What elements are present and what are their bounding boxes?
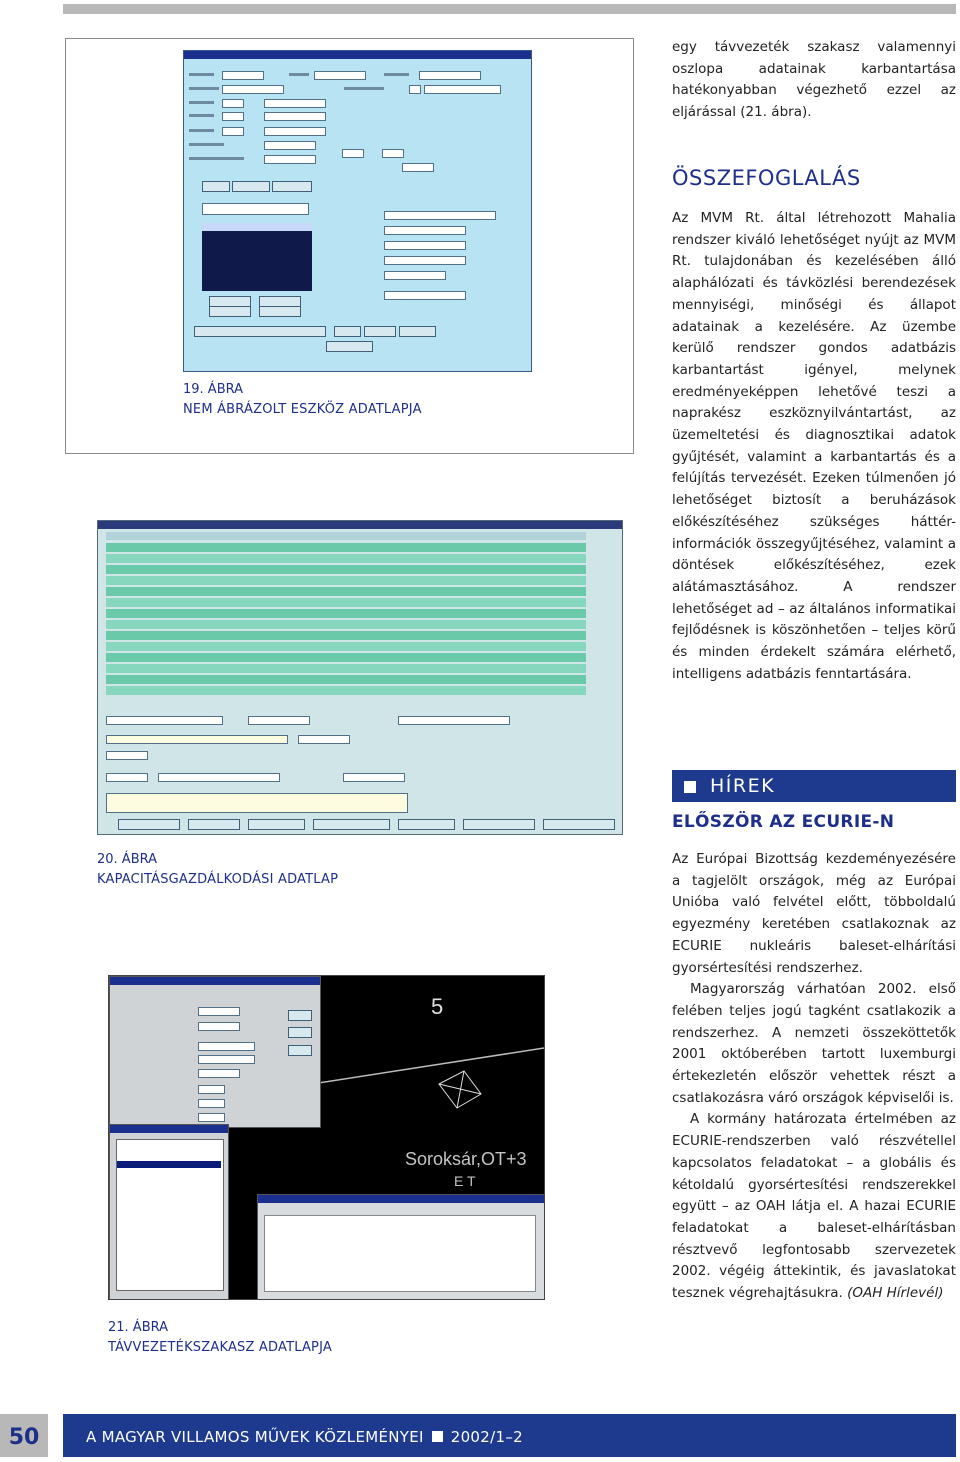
figure-19-screenshot — [183, 50, 532, 372]
journal-issue: 2002/1–2 — [450, 1428, 523, 1446]
news-paragraph-3 — [672, 1109, 956, 1304]
intro-paragraph — [672, 37, 956, 124]
figure-20-title: KAPACITÁSGAZDÁLKODÁSI ADATLAP — [97, 872, 339, 887]
figure-21-caption — [108, 1318, 332, 1358]
map-number-label: 5 — [431, 994, 444, 1019]
figure-21-screenshot — [108, 975, 545, 1300]
news-body — [672, 849, 956, 1305]
summary-text: Az MVM Rt. által létrehozott Mahalia rendszer kiváló lehetőséget nyújt az MVM Rt. tulajdonában és kezelésében álló alaphálózati és távközlési berendezések mennyiségi, minőségi és állapot adatainak a kezelésére. Az üzembe kerülő rendszer gondos adatbázis karbantartást igényel, melynek eredményeképpen lehetővé teszi a naprakész eszköznyilvántartást, az üzemeltetési és diagnosztikai adatok gyűjtését, valamint a karbantartás és a felújítás tervezését. Ezeken túlmenően jó lehetőséget biztosít a beruházások előkészítéséhez szükséges háttér-információk összegyűjtéséhez, valamint a döntések előkészítéséhez, ezek alátámasztásához. A rendszer lehetőséget ad – az általános informatikai fejlődésnek is köszönhetően – teljes körű és minden érdekelt számára elérhető, intelligens adatbázis fenntartására. — [672, 210, 956, 682]
figure-20-screenshot — [97, 520, 623, 835]
news-paragraph-1: Az Európai Bizottság kezdeményezésére a tagjelölt országok, még az Európai Unióba való felvétel előtt, többoldalú egyezmény keretében csatlakoznak az ECURIE nukleáris baleset-elhárítási gyorsértesítési rendszerhez. — [672, 851, 956, 976]
figure-21-number: 21. ÁBRA — [108, 1320, 169, 1335]
square-separator-icon — [432, 1431, 443, 1442]
news-banner-label: HÍREK — [710, 775, 776, 797]
summary-heading: ÖSSZEFOGLALÁS — [672, 166, 861, 190]
news-banner — [672, 770, 956, 802]
top-rule — [63, 4, 956, 14]
figure-19-title: NEM ÁBRÁZOLT ESZKÖZ ADATLAPJA — [183, 402, 422, 417]
summary-paragraph — [672, 208, 956, 685]
window-titlebar — [98, 521, 622, 529]
news-source: (OAH Hírlevél) — [847, 1285, 944, 1302]
figure-20-caption — [97, 850, 338, 890]
footer-text — [86, 1428, 523, 1446]
intro-text: egy távvezeték szakasz valamennyi oszlopa adatainak karbantartása hatékonyabban végezhető ezzel az eljárással (21. ábra). — [672, 39, 956, 121]
news-heading: ELŐSZÖR AZ ECURIE-N — [672, 812, 895, 832]
map-code-label: E T — [454, 1173, 476, 1189]
page-number: 50 — [0, 1414, 48, 1457]
window-titlebar — [184, 51, 531, 59]
square-bullet-icon — [684, 781, 696, 793]
journal-title: A MAGYAR VILLAMOS MŰVEK KÖZLEMÉNYEI — [86, 1428, 424, 1446]
figure-19-number: 19. ÁBRA — [183, 382, 244, 397]
map-location-label: Soroksár,OT+3 — [405, 1149, 527, 1169]
figure-21-title: TÁVVEZETÉKSZAKASZ ADATLAPJA — [108, 1340, 332, 1355]
news-paragraph-2: Magyarország várhatóan 2002. első felében teljes jogú tagként csatlakozik a rendszerhez. A nemzeti összeköttetők 2001 októberében tartott luxemburgi értekezletén először vehettek részt a csatlakozásra váró országok képviselői is. — [672, 981, 956, 1106]
figure-20-number: 20. ÁBRA — [97, 852, 158, 867]
news-paragraph-3-text: A kormány határozata értelmében az ECURIE-rendszerben való részvétellel kapcsolatos feladatokat – a globális és kétoldalú gyorsértesítési rendszerekkel együtt – az OAH látja el. A hazai ECURIE feladatokat a baleset-elhárításban résztvevő legfontosabb szervezetek 2002. végéig áttekintik, és javaslatokat tesznek végrehajtásukra. — [672, 1111, 956, 1302]
figure-19-caption — [183, 380, 422, 420]
